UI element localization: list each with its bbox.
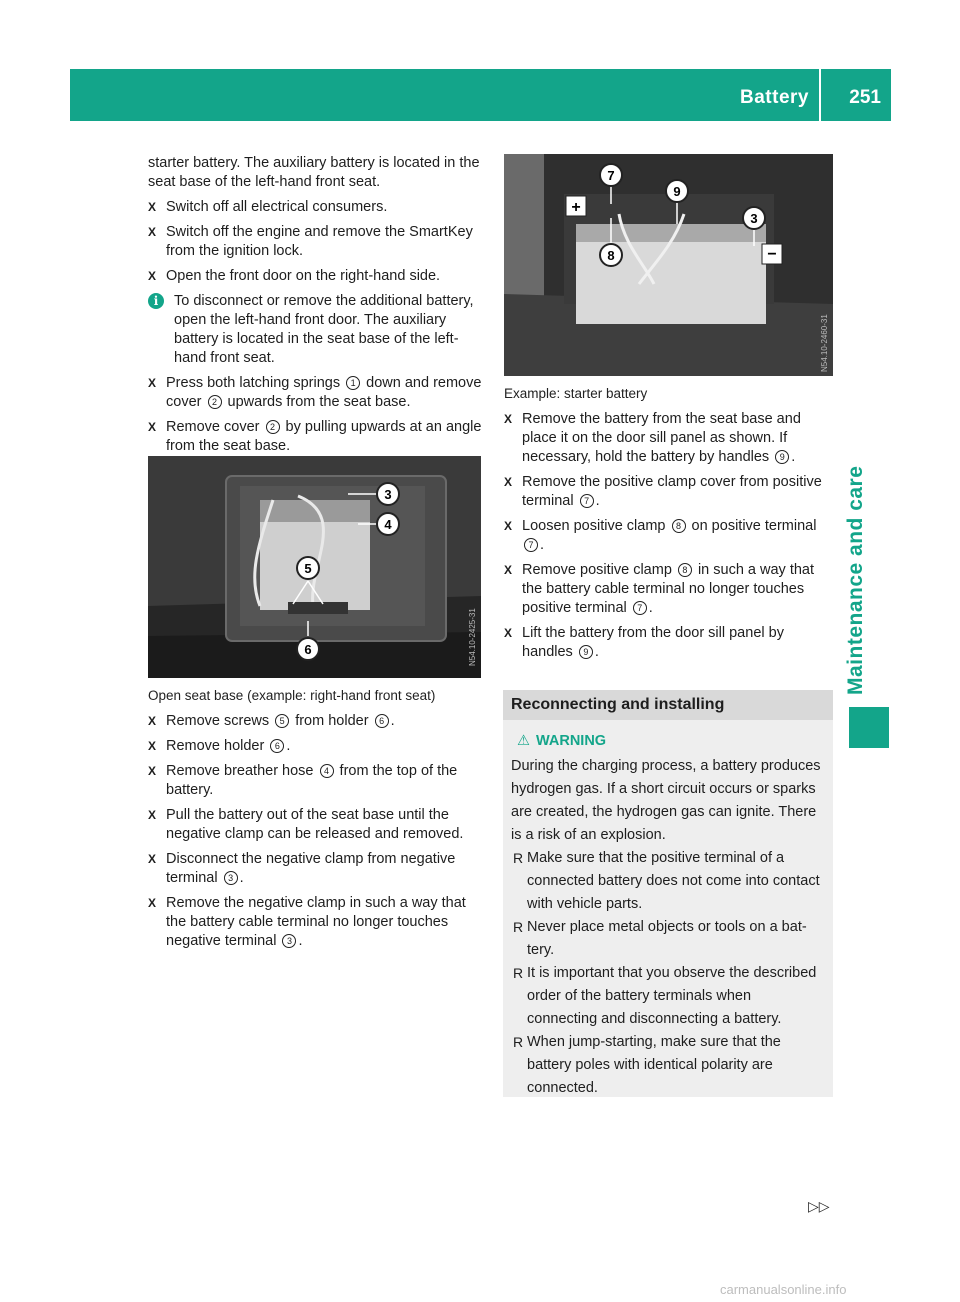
warning-bullet-list: [511, 847, 825, 1100]
instruction-step: [148, 762, 483, 800]
callout-number: 4: [320, 764, 334, 778]
info-icon: i: [148, 293, 164, 309]
step-text: Open the front door on the right-hand side.: [166, 268, 441, 284]
instruction-step: [148, 267, 483, 286]
right-column-steps: [504, 410, 834, 668]
section-subheading: Reconnecting and installing: [503, 690, 833, 720]
callout-3-left: [377, 483, 399, 505]
callout-4-left: [377, 513, 399, 535]
step-text: Lift the battery from the door sill panel by handles: [522, 625, 784, 660]
caption-left: Open seat base (example: right-hand front seat): [148, 688, 436, 703]
instruction-step: [148, 806, 483, 844]
callout-7-right: [600, 164, 622, 186]
callout-number: 5: [275, 714, 289, 728]
callout-number: 6: [270, 739, 284, 753]
callout-number: 7: [524, 538, 538, 552]
callout-number: 8: [678, 563, 692, 577]
chapter-label: Maintenance and care: [844, 465, 867, 695]
bullet-marker-icon: R: [513, 919, 524, 935]
left-column-top: [148, 154, 483, 462]
warning-bullet-text: Never place metal objects or tools on a battery.: [527, 919, 807, 958]
steps-list-c: [148, 712, 483, 951]
step-text: Remove positive clamp: [522, 562, 676, 578]
step-text: Remove holder: [166, 738, 269, 754]
bullet-marker-icon: R: [513, 850, 524, 866]
step-arrow-icon: X: [148, 739, 157, 753]
instruction-step: [148, 850, 483, 888]
step-text: .: [791, 449, 796, 465]
warning-title-text: WARNING: [536, 733, 607, 749]
step-arrow-icon: X: [148, 808, 157, 822]
callout-3-right: [743, 207, 765, 229]
header-bar: [70, 69, 891, 121]
step-text: Loosen positive clamp: [522, 518, 670, 534]
callout-number: 7: [580, 494, 594, 508]
section-title: Battery: [740, 69, 821, 121]
chapter-marker-block: [849, 707, 889, 748]
step-arrow-icon: X: [148, 200, 157, 214]
intro-paragraph: starter battery. The auxiliary battery is located in the seat base of the left-hand front seat.: [148, 155, 480, 190]
svg-text:8: 8: [607, 248, 615, 263]
step-arrow-icon: X: [504, 563, 513, 577]
step-arrow-icon: X: [148, 269, 157, 283]
instruction-step: [504, 561, 834, 618]
callout-number: 9: [775, 450, 789, 464]
step-arrow-icon: X: [504, 475, 513, 489]
watermark: carmanualsonline.info: [720, 1282, 847, 1297]
step-text: down and remove cover: [166, 375, 482, 410]
step-text: .: [540, 537, 545, 553]
svg-text:5: 5: [304, 561, 312, 576]
left-column-bottom: [148, 712, 483, 957]
warning-bullet: [511, 1031, 825, 1100]
step-text: Press both latching springs: [166, 375, 345, 391]
step-text: in such a way that the battery cable terminal no longer touches positive terminal: [522, 562, 815, 616]
info-note: [148, 292, 483, 368]
step-text: upwards from the seat base.: [223, 394, 411, 410]
instruction-step: [504, 624, 834, 662]
step-text: Switch off all electrical consumers.: [166, 199, 388, 215]
step-text: from holder: [291, 713, 373, 729]
step-text: on positive terminal: [687, 518, 817, 534]
callout-number: 2: [208, 395, 222, 409]
step-text: .: [239, 870, 244, 886]
svg-text:7: 7: [607, 168, 615, 183]
callout-number: 8: [672, 519, 686, 533]
step-arrow-icon: X: [504, 626, 513, 640]
instruction-step: [148, 737, 483, 756]
caption-right: Example: starter battery: [504, 386, 648, 401]
step-text: Remove screws: [166, 713, 274, 729]
instruction-step: [148, 198, 483, 217]
step-arrow-icon: X: [504, 412, 513, 426]
instruction-step: [504, 517, 834, 555]
instruction-step: [504, 410, 834, 467]
warning-text: During the charging process, a battery produces hydrogen gas. If a short circuit occurs or sparks are created, the hydrogen gas can ignite. There is a risk of an explosion.: [511, 758, 821, 843]
svg-text:3: 3: [384, 487, 392, 502]
minus-sign: −: [767, 246, 777, 263]
instruction-step: [504, 473, 834, 511]
bullet-marker-icon: R: [513, 1034, 524, 1050]
callout-number: 7: [633, 601, 647, 615]
callout-8-right: [600, 244, 622, 266]
warning-bullet-text: It is important that you observe the described order of the battery terminals when connecting and disconnecting a battery.: [527, 965, 817, 1027]
step-text: .: [286, 738, 291, 754]
step-text: Remove the negative clamp in such a way that the battery cable terminal no longer touches negative terminal: [166, 895, 466, 949]
callout-6-left: [297, 638, 319, 660]
instruction-step: [148, 712, 483, 731]
step-text: Remove breather hose: [166, 763, 318, 779]
step-text: Disconnect the negative clamp from negative terminal: [166, 851, 456, 886]
instruction-step: [148, 894, 483, 951]
callout-number: 3: [224, 871, 238, 885]
step-text: Remove the battery from the seat base and place it on the door sill panel as shown. If necessary, hold the battery by handles: [522, 411, 801, 465]
step-text: .: [390, 713, 395, 729]
svg-text:9: 9: [673, 184, 681, 199]
instruction-step: [148, 223, 483, 261]
step-text: .: [298, 933, 303, 949]
warning-bullet: [511, 847, 825, 916]
step-arrow-icon: X: [148, 852, 157, 866]
bullet-marker-icon: R: [513, 965, 524, 981]
callout-9-right: [666, 180, 688, 202]
warning-bullet-text: Make sure that the positive terminal of a connected battery does not come into contact with vehicle parts.: [527, 850, 820, 912]
callout-number: 6: [375, 714, 389, 728]
warning-triangle-icon: ⚠: [517, 733, 530, 749]
step-arrow-icon: X: [148, 764, 157, 778]
svg-text:3: 3: [750, 211, 758, 226]
step-arrow-icon: X: [504, 519, 513, 533]
step-arrow-icon: X: [148, 896, 157, 910]
photo-code-left: N54.10-2425-31: [468, 608, 477, 666]
step-arrow-icon: X: [148, 714, 157, 728]
warning-bullet: [511, 962, 825, 1031]
instruction-step: [148, 374, 483, 412]
photo-code-right: N54.10-2460-31: [820, 314, 829, 372]
callout-number: 9: [579, 645, 593, 659]
warning-bullet: [511, 916, 825, 962]
plus-sign: +: [571, 199, 581, 216]
svg-text:6: 6: [304, 642, 312, 657]
step-arrow-icon: X: [148, 225, 157, 239]
step-text: Pull the battery out of the seat base until the negative clamp can be released and removed.: [166, 807, 464, 842]
steps-list-a: [148, 198, 483, 286]
seat-base-photo: [148, 456, 481, 678]
step-text: .: [594, 644, 599, 660]
step-text: Remove cover: [166, 419, 264, 435]
step-text: from the top of the battery.: [166, 763, 458, 798]
continue-mark: ▷▷: [808, 1198, 830, 1214]
step-text: by pulling upwards at an angle from the seat base.: [166, 419, 482, 454]
svg-text:4: 4: [384, 517, 392, 532]
starter-battery-photo: [504, 154, 833, 376]
callout-number: 1: [346, 376, 360, 390]
callout-number: 3: [282, 934, 296, 948]
warning-box: [503, 720, 833, 1097]
callout-number: 2: [266, 420, 280, 434]
chapter-side-tab: [840, 425, 888, 725]
step-arrow-icon: X: [148, 420, 157, 434]
steps-list-right: [504, 410, 834, 662]
warning-bullet-text: When jump-starting, make sure that the battery poles with identical polarity are connected.: [527, 1034, 781, 1096]
page-number: 251: [849, 87, 881, 108]
step-arrow-icon: X: [148, 376, 157, 390]
step-text: Remove the positive clamp cover from positive terminal: [522, 474, 822, 509]
callout-5-left: [297, 557, 319, 579]
step-text: .: [648, 600, 653, 616]
instruction-step: [148, 418, 483, 456]
info-text: To disconnect or remove the additional battery, open the left-hand front door. The auxiliary battery is located in the seat base of the left-hand front seat.: [174, 293, 474, 366]
steps-list-b: [148, 374, 483, 456]
step-text: Switch off the engine and remove the SmartKey from the ignition lock.: [166, 224, 473, 259]
step-text: .: [595, 493, 600, 509]
warning-title: [511, 730, 825, 753]
